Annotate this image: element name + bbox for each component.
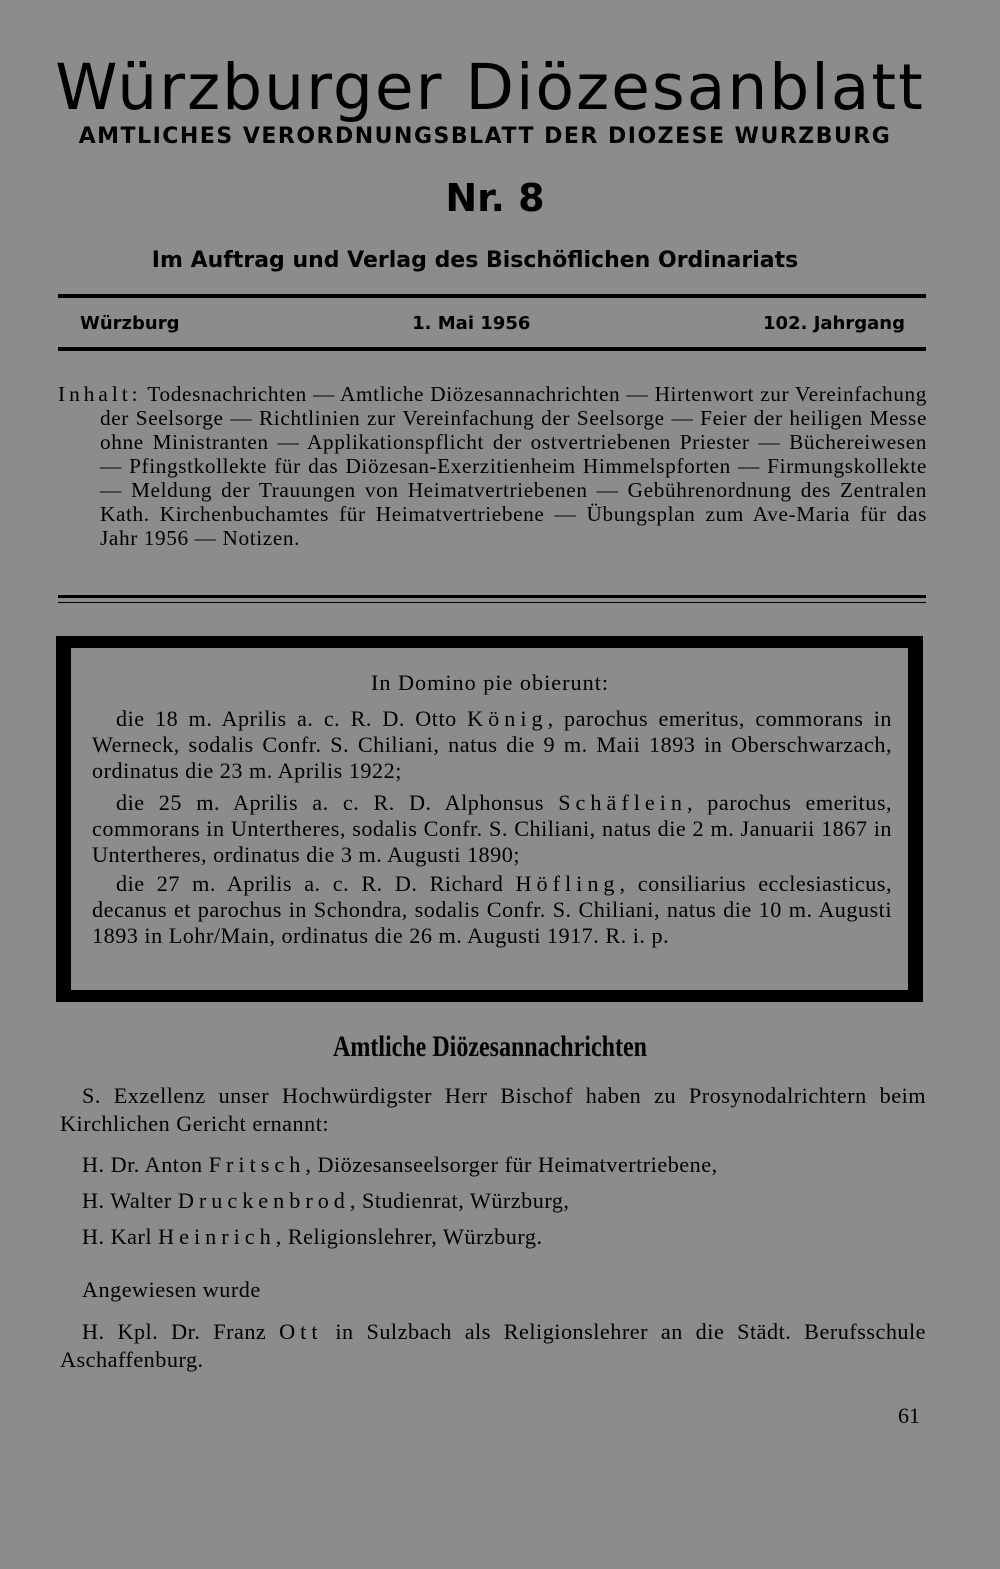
appointee-line: H. Dr. Anton Fritsch, Diözesanseelsorger für Heimatvertriebene, [82,1152,718,1177]
assignment-paragraph: H. Kpl. Dr. Franz Ott in Sulzbach als Religionslehrer an die Städt. Berufsschule Aschaffenburg. [60,1319,927,1372]
assignee-name: Ott [279,1319,323,1344]
top-rule [58,294,926,298]
dateline-place: Würzburg [80,313,180,334]
appointee-line: H. Walter Druckenbrod, Studienrat, Würzburg, [82,1188,570,1213]
appointee-name: Druckenbrod [177,1188,350,1213]
table-of-contents [58,382,927,550]
obituary-entry: die 27 m. Aprilis a. c. R. D. Richard Höfling, consiliarius ecclesiasticus, decanus et parochus in Schondra, sodalis Confr. S. Chiliani, natus die 10 m. Augusti 1893 in Lohr/Main, ordinatus die 26 m. Augusti 1917. R. i. p. [92,871,892,948]
deceased-name: Höfling [515,871,620,896]
contents-text: Todesnachrichten — Amtliche Diözesannachrichten — Hirtenwort zur Vereinfachung der Seelsorge — Richtlinien zur Vereinfachung der Seelsorge — Feier der heiligen Messe ohne Ministranten — Applikationspflicht der ostvertriebenen Priester — Büchereiwesen — Pfingstkollekte für das Diözesan-Exerzitienheim Himmelspforten — Firmungskollekte — Meldung der Trauungen von Heimatvertriebenen — Gebührenordnung des Zentralen Kath. Kirchenbuchamtes für Heimatvertriebene — Übungsplan zum Ave-Maria für das Jahr 1956 — Notizen. [100,382,927,550]
dateline [80,313,905,334]
dateline-volume: 102. Jahrgang [763,313,905,334]
publisher-line: Im Auftrag und Verlag des Bischöflichen Ordinariats [151,248,799,273]
contents-label: Inhalt: [58,382,142,406]
page-number: 61 [898,1403,920,1428]
obituary-heading: In Domino pie obierunt: [370,670,610,695]
contents-rule-upper [58,595,926,598]
gazette-title: Würzburger Diözesanblatt [55,51,925,124]
contents-rule-lower [58,602,926,603]
section-heading: Amtliche Diözesannachrichten [333,1030,647,1063]
appointee-name: Heinrich [158,1224,276,1249]
appointee-line: H. Karl Heinrich, Religionslehrer, Würzburg. [82,1224,543,1249]
issue-number: Nr. 8 [445,176,545,220]
dateline-date: 1. Mai 1956 [412,313,531,334]
appointee-name: Fritsch [208,1152,306,1177]
gazette-subtitle: AMTLICHES VERORDNUNGSBLATT DER DIOZESE WURZBURG [78,124,892,149]
obituary-entry: die 25 m. Aprilis a. c. R. D. Alphonsus Schäflein, parochus emeritus, commorans in Untertheres, sodalis Confr. S. Chiliani, natus die 2 m. Januarii 1867 in Untertheres, ordinatus die 3 m. Augusti 1890; [92,790,893,867]
dateline-rule [58,347,926,351]
assigned-label: Angewiesen wurde [82,1277,261,1302]
obituary-entry: die 18 m. Aprilis a. c. R. D. Otto König, parochus emeritus, commorans in Werneck, sodalis Confr. S. Chiliani, natus die 9 m. Maii 1893 in Oberschwarzach, ordinatus die 23 m. Aprilis 1922; [92,706,892,783]
deceased-name: Schäflein [558,790,688,815]
deceased-name: König [467,706,548,731]
appointment-intro: S. Exzellenz unser Hochwürdigster Herr Bischof haben zu Prosynodalrichtern beim Kirchlichen Gericht ernannt: [60,1083,926,1136]
